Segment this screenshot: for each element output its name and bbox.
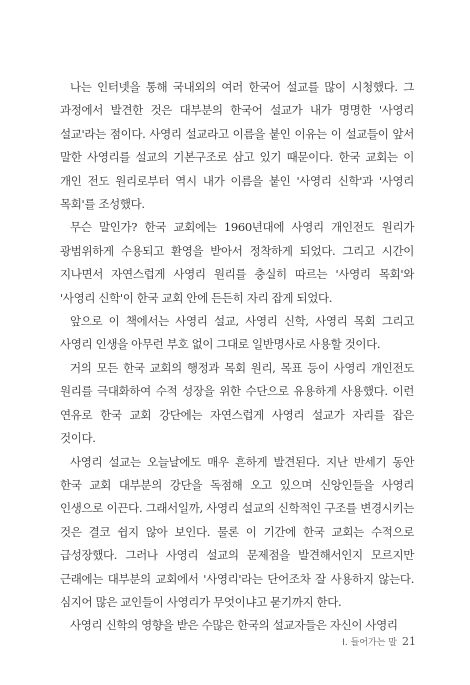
paragraph: 거의 모든 한국 교회의 행정과 목회 원리, 목표 등이 사영리 개인전도 원리를 극대화하여 수적 성장을 위한 수단으로 유용하게 사용했다. 이런 연유로 한국 교회 강단에는 자연스럽게 사영리 설교가 자리를 잡은 것이다. — [60, 360, 414, 446]
page-footer — [342, 635, 416, 648]
paragraph: 무슨 말인가? 한국 교회에는 1960년대에 사영리 개인전도 원리가 광범위하게 수용되고 환영을 받아서 정착하게 되었다. 그리고 시간이 지나면서 자연스럽게 사영리 원리를 충실히 따르는 '사영리 목회'와 '사영리 신학'이 한국 교회 안에 든든히 자리 잡게 되었다. — [60, 220, 414, 305]
paragraph: 나는 인터넷을 통해 국내외의 여러 한국어 설교를 많이 시청했다. 그 과정에서 발견한 것은 대부분의 한국어 설교가 내가 명명한 '사영리 설교'라는 점이다. 사영리 설교라고 이름을 붙인 이유는 이 설교들이 앞서 말한 사영리를 설교의 기본구조로 삼고 있기 때문이다. 한국 교회는 이 개인 전도 원리로부터 역시 내가 이름을 붙인 '사영리 신학'과 '사영리 목회'를 조성했다. — [60, 80, 414, 212]
paragraph: 사영리 신학의 영향을 받은 수많은 한국의 설교자들은 자신이 사영리 — [70, 618, 398, 633]
body-text — [60, 76, 414, 638]
paragraph: 사영리 설교는 오늘날에도 매우 흔하게 발견된다. 지난 반세기 동안 한국 교회 대부분의 강단을 독점해 오고 있으며 신앙인들을 사영리 인생으로 이끈다. 그래서일까, 사영리 설교의 신학적인 구조를 변경시키는 것은 결코 쉽지 않아 보인다. 물론 이 기간에 한국 교회는 수적으로 급성장했다. 그러나 사영리 설교의 문제점을 발견해서인지 모르지만 근래에는 대부분의 교회에서 '사영리'라는 단어조차 잘 사용하지 않는다. 심지어 많은 교인들이 사영리가 무엇이냐고 묻기까지 한다. — [60, 454, 414, 609]
paragraph: 앞으로 이 책에서는 사영리 설교, 사영리 신학, 사영리 목회 그리고 사영리 인생을 아무런 부호 없이 그대로 일반명사로 사용할 것이다. — [60, 314, 414, 352]
running-footer-section: I. 들어가는 말 — [342, 638, 397, 648]
page-number: 21 — [402, 635, 416, 648]
